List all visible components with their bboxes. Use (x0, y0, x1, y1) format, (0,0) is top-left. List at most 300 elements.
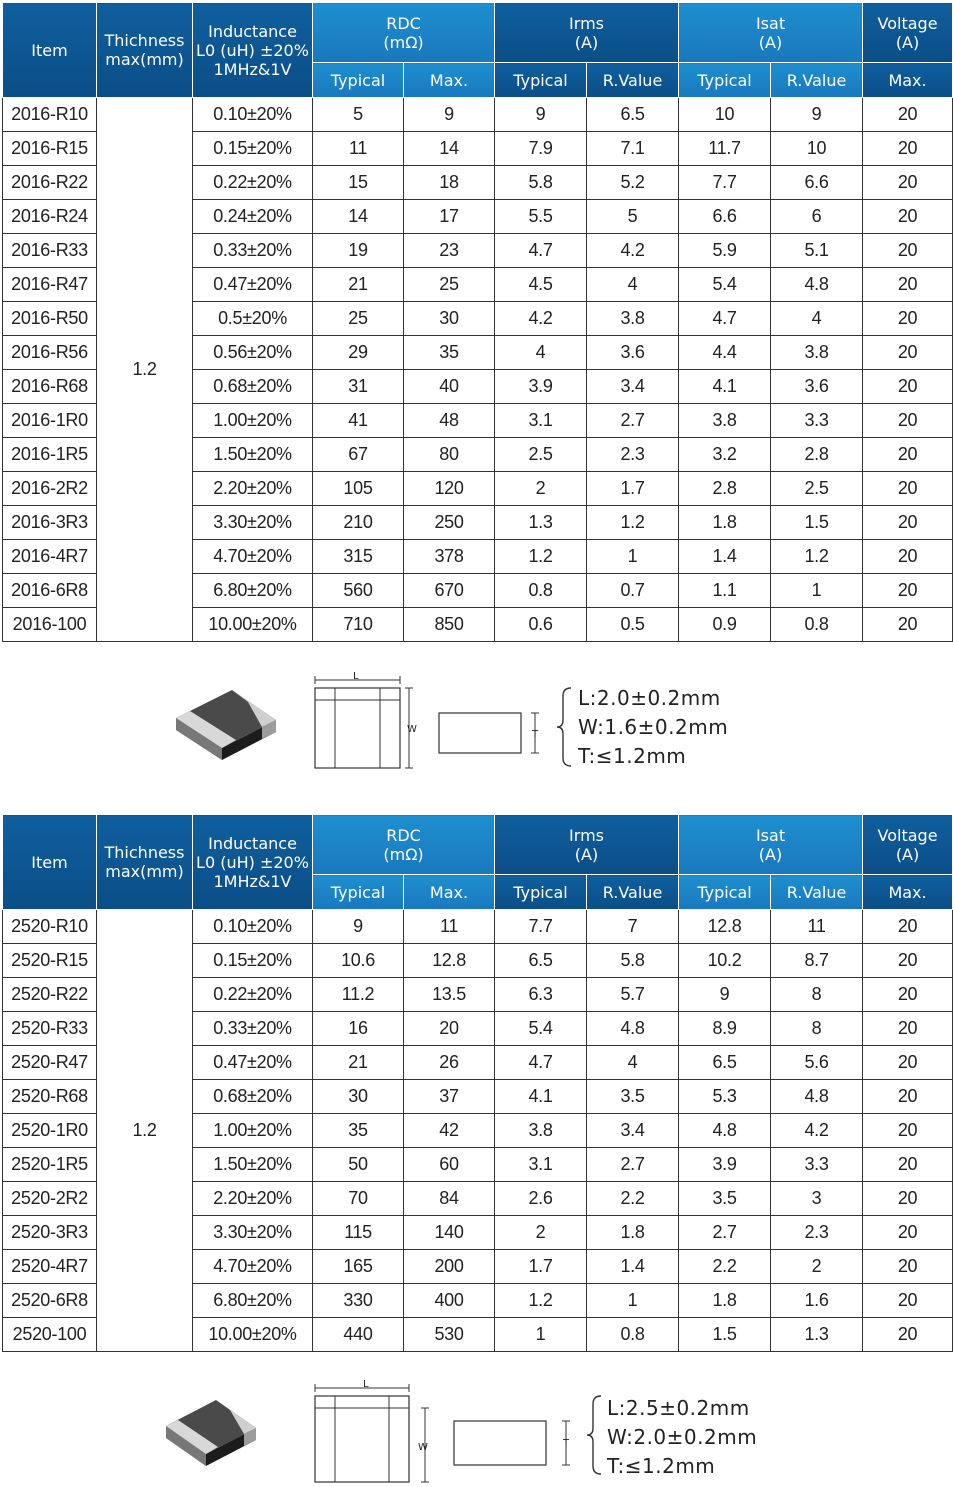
side-view-drawing-2016 (435, 705, 550, 760)
cell-irms-rvalue: 3.6 (587, 336, 679, 370)
subheader-voltage-max: Max. (863, 63, 953, 98)
subheader-isat-typical: Typical (679, 875, 771, 910)
cell-irms-typical: 6.5 (495, 944, 587, 978)
cell-isat-typical: 3.5 (679, 1182, 771, 1216)
cell-irms-typical: 1.7 (495, 1250, 587, 1284)
cell-rdc-typical: 440 (313, 1318, 404, 1352)
cell-inductance: 1.50±20% (193, 1148, 313, 1182)
cell-rdc-typical: 315 (313, 540, 404, 574)
cell-rdc-typical: 41 (313, 404, 404, 438)
chip-photo-2016 (170, 682, 282, 764)
cell-irms-typical: 4.1 (495, 1080, 587, 1114)
cell-inductance: 6.80±20% (193, 574, 313, 608)
cell-isat-rvalue: 6.6 (771, 166, 863, 200)
cell-item: 2520-2R2 (3, 1182, 97, 1216)
cell-item: 2016-R10 (3, 98, 97, 132)
cell-rdc-max: 200 (404, 1250, 495, 1284)
cell-isat-rvalue: 8 (771, 978, 863, 1012)
cell-inductance: 0.15±20% (193, 132, 313, 166)
dim-length: L:2.0±0.2mm (578, 686, 721, 710)
cell-rdc-typical: 21 (313, 268, 404, 302)
header-voltage: Voltage (A) (863, 3, 953, 63)
cell-rdc-typical: 31 (313, 370, 404, 404)
cell-item: 2016-R33 (3, 234, 97, 268)
cell-irms-typical: 7.7 (495, 910, 587, 944)
cell-rdc-typical: 10.6 (313, 944, 404, 978)
cell-isat-rvalue: 5.1 (771, 234, 863, 268)
cell-inductance: 0.22±20% (193, 978, 313, 1012)
cell-rdc-typical: 50 (313, 1148, 404, 1182)
cell-voltage-max: 20 (863, 98, 953, 132)
top-view-drawing-2016 (305, 670, 435, 775)
subheader-irms-typical: Typical (495, 63, 587, 98)
cell-rdc-typical: 16 (313, 1012, 404, 1046)
cell-voltage-max: 20 (863, 404, 953, 438)
cell-inductance: 0.24±20% (193, 200, 313, 234)
table-row (3, 910, 953, 944)
subheader-isat-rvalue: R.Value (771, 63, 863, 98)
cell-isat-rvalue: 3.3 (771, 1148, 863, 1182)
cell-voltage-max: 20 (863, 1182, 953, 1216)
cell-voltage-max: 20 (863, 1148, 953, 1182)
cell-voltage-max: 20 (863, 1216, 953, 1250)
cell-voltage-max: 20 (863, 910, 953, 944)
cell-rdc-typical: 21 (313, 1046, 404, 1080)
cell-item: 2016-R56 (3, 336, 97, 370)
cell-rdc-typical: 11 (313, 132, 404, 166)
cell-irms-typical: 5.4 (495, 1012, 587, 1046)
header-inductance: Inductance L0 (uH) ±20% 1MHz&1V (193, 815, 313, 910)
cell-inductance: 0.68±20% (193, 1080, 313, 1114)
cell-inductance: 0.10±20% (193, 98, 313, 132)
dim-thickness: T:≤1.2mm (578, 744, 687, 768)
cell-isat-typical: 5.4 (679, 268, 771, 302)
cell-rdc-typical: 25 (313, 302, 404, 336)
cell-rdc-max: 30 (404, 302, 495, 336)
label-w: W (407, 724, 417, 735)
cell-isat-typical: 2.7 (679, 1216, 771, 1250)
cell-rdc-typical: 35 (313, 1114, 404, 1148)
header-irms: Irms (A) (495, 815, 679, 875)
dim-width: W:1.6±0.2mm (578, 715, 729, 739)
cell-rdc-max: 48 (404, 404, 495, 438)
cell-rdc-max: 42 (404, 1114, 495, 1148)
cell-isat-typical: 1.8 (679, 1284, 771, 1318)
cell-isat-typical: 0.9 (679, 608, 771, 642)
cell-isat-typical: 4.7 (679, 302, 771, 336)
subheader-irms-rvalue: R.Value (587, 875, 679, 910)
cell-isat-typical: 10 (679, 98, 771, 132)
cell-item: 2016-100 (3, 608, 97, 642)
cell-inductance: 0.15±20% (193, 944, 313, 978)
cell-irms-typical: 5.8 (495, 166, 587, 200)
header-thickness: Thichness max(mm) (97, 3, 193, 98)
cell-rdc-max: 25 (404, 268, 495, 302)
cell-inductance: 6.80±20% (193, 1284, 313, 1318)
cell-inductance: 4.70±20% (193, 1250, 313, 1284)
cell-voltage-max: 20 (863, 302, 953, 336)
cell-irms-rvalue: 2.7 (587, 1148, 679, 1182)
cell-irms-rvalue: 1.8 (587, 1216, 679, 1250)
cell-irms-typical: 2.5 (495, 438, 587, 472)
cell-irms-rvalue: 2.2 (587, 1182, 679, 1216)
cell-item: 2520-4R7 (3, 1250, 97, 1284)
cell-inductance: 0.33±20% (193, 234, 313, 268)
cell-isat-rvalue: 4.8 (771, 1080, 863, 1114)
cell-item: 2016-4R7 (3, 540, 97, 574)
cell-item: 2016-2R2 (3, 472, 97, 506)
label-t: T (563, 1438, 570, 1449)
cell-inductance: 10.00±20% (193, 608, 313, 642)
cell-isat-rvalue: 4 (771, 302, 863, 336)
cell-isat-typical: 6.5 (679, 1046, 771, 1080)
cell-isat-typical: 1.5 (679, 1318, 771, 1352)
cell-isat-rvalue: 3.8 (771, 336, 863, 370)
cell-irms-typical: 4.7 (495, 234, 587, 268)
cell-inductance: 0.10±20% (193, 910, 313, 944)
cell-irms-typical: 2.6 (495, 1182, 587, 1216)
cell-irms-rvalue: 4.2 (587, 234, 679, 268)
cell-isat-typical: 4.4 (679, 336, 771, 370)
cell-voltage-max: 20 (863, 370, 953, 404)
cell-irms-rvalue: 1.2 (587, 506, 679, 540)
cell-isat-rvalue: 10 (771, 132, 863, 166)
cell-item: 2016-6R8 (3, 574, 97, 608)
cell-rdc-max: 26 (404, 1046, 495, 1080)
cell-irms-typical: 2 (495, 1216, 587, 1250)
cell-isat-rvalue: 6 (771, 200, 863, 234)
cell-item: 2520-1R5 (3, 1148, 97, 1182)
cell-rdc-typical: 165 (313, 1250, 404, 1284)
cell-rdc-max: 378 (404, 540, 495, 574)
cell-irms-rvalue: 3.4 (587, 1114, 679, 1148)
cell-irms-rvalue: 5.2 (587, 166, 679, 200)
cell-inductance: 3.30±20% (193, 1216, 313, 1250)
cell-rdc-typical: 70 (313, 1182, 404, 1216)
cell-item: 2520-100 (3, 1318, 97, 1352)
cell-irms-typical: 6.3 (495, 978, 587, 1012)
cell-item: 2016-R22 (3, 166, 97, 200)
cell-irms-rvalue: 5.8 (587, 944, 679, 978)
spec-table-2520 (2, 814, 953, 1352)
subheader-irms-rvalue: R.Value (587, 63, 679, 98)
cell-rdc-max: 40 (404, 370, 495, 404)
header-item: Item (3, 815, 97, 910)
cell-irms-typical: 4.7 (495, 1046, 587, 1080)
cell-rdc-typical: 330 (313, 1284, 404, 1318)
cell-irms-typical: 3.1 (495, 1148, 587, 1182)
cell-rdc-max: 120 (404, 472, 495, 506)
subheader-isat-typical: Typical (679, 63, 771, 98)
cell-irms-rvalue: 7.1 (587, 132, 679, 166)
cell-rdc-max: 670 (404, 574, 495, 608)
cell-isat-typical: 9 (679, 978, 771, 1012)
cell-voltage-max: 20 (863, 1114, 953, 1148)
cell-item: 2520-R10 (3, 910, 97, 944)
cell-voltage-max: 20 (863, 132, 953, 166)
cell-voltage-max: 20 (863, 268, 953, 302)
cell-isat-rvalue: 2.8 (771, 438, 863, 472)
cell-irms-rvalue: 4.8 (587, 1012, 679, 1046)
cell-voltage-max: 20 (863, 166, 953, 200)
cell-rdc-max: 400 (404, 1284, 495, 1318)
cell-rdc-typical: 15 (313, 166, 404, 200)
cell-isat-rvalue: 1.3 (771, 1318, 863, 1352)
cell-rdc-max: 23 (404, 234, 495, 268)
cell-irms-typical: 3.9 (495, 370, 587, 404)
cell-item: 2016-R68 (3, 370, 97, 404)
cell-irms-rvalue: 4 (587, 1046, 679, 1080)
cell-rdc-max: 250 (404, 506, 495, 540)
cell-inductance: 0.47±20% (193, 1046, 313, 1080)
header-thickness: Thichness max(mm) (97, 815, 193, 910)
cell-rdc-max: 850 (404, 608, 495, 642)
cell-isat-typical: 5.9 (679, 234, 771, 268)
cell-isat-rvalue: 1.5 (771, 506, 863, 540)
cell-item: 2520-6R8 (3, 1284, 97, 1318)
cell-inductance: 1.50±20% (193, 438, 313, 472)
cell-isat-typical: 2.2 (679, 1250, 771, 1284)
cell-rdc-max: 80 (404, 438, 495, 472)
cell-voltage-max: 20 (863, 200, 953, 234)
label-t: T (532, 729, 539, 740)
cell-rdc-max: 17 (404, 200, 495, 234)
cell-item: 2520-R15 (3, 944, 97, 978)
cell-item: 2520-R33 (3, 1012, 97, 1046)
dimension-text-2016 (578, 684, 728, 771)
cell-isat-typical: 1.4 (679, 540, 771, 574)
cell-irms-rvalue: 0.8 (587, 1318, 679, 1352)
cell-isat-rvalue: 11 (771, 910, 863, 944)
cell-rdc-max: 14 (404, 132, 495, 166)
cell-inductance: 2.20±20% (193, 472, 313, 506)
cell-irms-rvalue: 6.5 (587, 98, 679, 132)
cell-isat-rvalue: 3.6 (771, 370, 863, 404)
cell-irms-typical: 9 (495, 98, 587, 132)
cell-irms-typical: 1.3 (495, 506, 587, 540)
cell-rdc-typical: 115 (313, 1216, 404, 1250)
cell-isat-typical: 7.7 (679, 166, 771, 200)
cell-item: 2016-1R5 (3, 438, 97, 472)
chip-photo-2520 (160, 1392, 260, 1470)
cell-voltage-max: 20 (863, 608, 953, 642)
header-isat: Isat (A) (679, 815, 863, 875)
cell-rdc-typical: 11.2 (313, 978, 404, 1012)
cell-irms-rvalue: 0.7 (587, 574, 679, 608)
cell-isat-typical: 1.8 (679, 506, 771, 540)
cell-irms-typical: 4.5 (495, 268, 587, 302)
cell-voltage-max: 20 (863, 1046, 953, 1080)
cell-irms-rvalue: 5.7 (587, 978, 679, 1012)
cell-voltage-max: 20 (863, 506, 953, 540)
cell-item: 2520-R68 (3, 1080, 97, 1114)
cell-isat-rvalue: 4.8 (771, 268, 863, 302)
cell-rdc-typical: 105 (313, 472, 404, 506)
header-voltage: Voltage (A) (863, 815, 953, 875)
cell-item: 2016-R47 (3, 268, 97, 302)
cell-isat-typical: 8.9 (679, 1012, 771, 1046)
cell-item: 2016-R24 (3, 200, 97, 234)
label-w: W (418, 1442, 428, 1453)
cell-item: 2016-1R0 (3, 404, 97, 438)
cell-irms-rvalue: 1 (587, 1284, 679, 1318)
side-view-drawing-2520 (450, 1413, 580, 1473)
cell-irms-typical: 2 (495, 472, 587, 506)
cell-irms-rvalue: 1.7 (587, 472, 679, 506)
table-body (3, 910, 953, 1352)
cell-irms-rvalue: 3.5 (587, 1080, 679, 1114)
cell-rdc-max: 140 (404, 1216, 495, 1250)
spec-table-2016 (2, 2, 953, 642)
cell-isat-rvalue: 2 (771, 1250, 863, 1284)
subheader-voltage-max: Max. (863, 875, 953, 910)
subheader-rdc-typical: Typical (313, 875, 404, 910)
spec-table-2016-block (2, 2, 952, 642)
subheader-isat-rvalue: R.Value (771, 875, 863, 910)
cell-irms-typical: 4.2 (495, 302, 587, 336)
cell-isat-rvalue: 5.6 (771, 1046, 863, 1080)
cell-inductance: 0.68±20% (193, 370, 313, 404)
dimension-diagram-2016 (0, 670, 953, 780)
cell-rdc-max: 11 (404, 910, 495, 944)
cell-item: 2520-R22 (3, 978, 97, 1012)
cell-rdc-typical: 67 (313, 438, 404, 472)
cell-voltage-max: 20 (863, 234, 953, 268)
cell-isat-rvalue: 2.3 (771, 1216, 863, 1250)
cell-irms-rvalue: 3.8 (587, 302, 679, 336)
cell-inductance: 3.30±20% (193, 506, 313, 540)
cell-rdc-max: 12.8 (404, 944, 495, 978)
spec-table-2520-block (2, 814, 952, 1352)
label-l: L (353, 671, 359, 682)
cell-irms-typical: 0.8 (495, 574, 587, 608)
cell-rdc-typical: 560 (313, 574, 404, 608)
cell-irms-typical: 1.2 (495, 1284, 587, 1318)
cell-item: 2520-R47 (3, 1046, 97, 1080)
cell-inductance: 0.47±20% (193, 268, 313, 302)
cell-isat-rvalue: 8.7 (771, 944, 863, 978)
cell-isat-rvalue: 2.5 (771, 472, 863, 506)
header-isat: Isat (A) (679, 3, 863, 63)
cell-voltage-max: 20 (863, 978, 953, 1012)
cell-voltage-max: 20 (863, 336, 953, 370)
cell-voltage-max: 20 (863, 944, 953, 978)
cell-rdc-typical: 19 (313, 234, 404, 268)
cell-inductance: 0.33±20% (193, 1012, 313, 1046)
cell-rdc-typical: 710 (313, 608, 404, 642)
cell-inductance: 10.00±20% (193, 1318, 313, 1352)
cell-rdc-typical: 210 (313, 506, 404, 540)
brace-2520 (585, 1394, 603, 1476)
cell-item: 2016-R50 (3, 302, 97, 336)
cell-rdc-max: 9 (404, 98, 495, 132)
cell-irms-typical: 5.5 (495, 200, 587, 234)
brace-2016 (555, 686, 573, 768)
cell-isat-typical: 10.2 (679, 944, 771, 978)
cell-item: 2520-3R3 (3, 1216, 97, 1250)
cell-isat-rvalue: 3.3 (771, 404, 863, 438)
cell-irms-rvalue: 2.7 (587, 404, 679, 438)
table-row (3, 98, 953, 132)
cell-inductance: 4.70±20% (193, 540, 313, 574)
cell-thickness: 1.2 (97, 910, 193, 1352)
dimension-diagram-2520 (0, 1378, 953, 1486)
cell-voltage-max: 20 (863, 540, 953, 574)
cell-isat-rvalue: 3 (771, 1182, 863, 1216)
cell-isat-typical: 12.8 (679, 910, 771, 944)
cell-rdc-typical: 30 (313, 1080, 404, 1114)
cell-inductance: 1.00±20% (193, 404, 313, 438)
dim-thickness: T:≤1.2mm (607, 1454, 716, 1478)
header-rdc: RDC (mΩ) (313, 3, 495, 63)
cell-rdc-max: 35 (404, 336, 495, 370)
cell-irms-typical: 0.6 (495, 608, 587, 642)
cell-inductance: 0.22±20% (193, 166, 313, 200)
cell-rdc-max: 60 (404, 1148, 495, 1182)
cell-voltage-max: 20 (863, 574, 953, 608)
subheader-rdc-typical: Typical (313, 63, 404, 98)
cell-irms-typical: 4 (495, 336, 587, 370)
cell-isat-typical: 11.7 (679, 132, 771, 166)
cell-isat-rvalue: 1.6 (771, 1284, 863, 1318)
cell-isat-rvalue: 8 (771, 1012, 863, 1046)
cell-rdc-max: 18 (404, 166, 495, 200)
cell-isat-rvalue: 9 (771, 98, 863, 132)
cell-rdc-typical: 9 (313, 910, 404, 944)
cell-irms-rvalue: 5 (587, 200, 679, 234)
cell-irms-typical: 1 (495, 1318, 587, 1352)
cell-voltage-max: 20 (863, 438, 953, 472)
subheader-irms-typical: Typical (495, 875, 587, 910)
cell-isat-typical: 1.1 (679, 574, 771, 608)
cell-voltage-max: 20 (863, 1012, 953, 1046)
cell-rdc-typical: 5 (313, 98, 404, 132)
cell-irms-typical: 3.1 (495, 404, 587, 438)
cell-thickness: 1.2 (97, 98, 193, 642)
table-body (3, 98, 953, 642)
cell-inductance: 0.5±20% (193, 302, 313, 336)
header-item: Item (3, 3, 97, 98)
cell-irms-rvalue: 1 (587, 540, 679, 574)
cell-isat-rvalue: 4.2 (771, 1114, 863, 1148)
cell-irms-rvalue: 4 (587, 268, 679, 302)
cell-rdc-typical: 14 (313, 200, 404, 234)
cell-inductance: 1.00±20% (193, 1114, 313, 1148)
subheader-rdc-max: Max. (404, 63, 495, 98)
cell-isat-typical: 3.9 (679, 1148, 771, 1182)
header-rdc: RDC (mΩ) (313, 815, 495, 875)
header-inductance: Inductance L0 (uH) ±20% 1MHz&1V (193, 3, 313, 98)
cell-isat-typical: 4.1 (679, 370, 771, 404)
dimension-text-2520 (607, 1394, 757, 1481)
cell-irms-rvalue: 2.3 (587, 438, 679, 472)
cell-isat-rvalue: 1 (771, 574, 863, 608)
dim-length: L:2.5±0.2mm (607, 1396, 750, 1420)
cell-irms-typical: 3.8 (495, 1114, 587, 1148)
cell-irms-rvalue: 3.4 (587, 370, 679, 404)
cell-isat-typical: 6.6 (679, 200, 771, 234)
cell-inductance: 2.20±20% (193, 1182, 313, 1216)
cell-isat-typical: 5.3 (679, 1080, 771, 1114)
cell-voltage-max: 20 (863, 472, 953, 506)
cell-rdc-max: 37 (404, 1080, 495, 1114)
dim-width: W:2.0±0.2mm (607, 1425, 758, 1449)
subheader-rdc-max: Max. (404, 875, 495, 910)
label-l: L (363, 1379, 369, 1390)
cell-irms-typical: 7.9 (495, 132, 587, 166)
top-view-drawing-2520 (305, 1378, 440, 1486)
cell-item: 2016-R15 (3, 132, 97, 166)
